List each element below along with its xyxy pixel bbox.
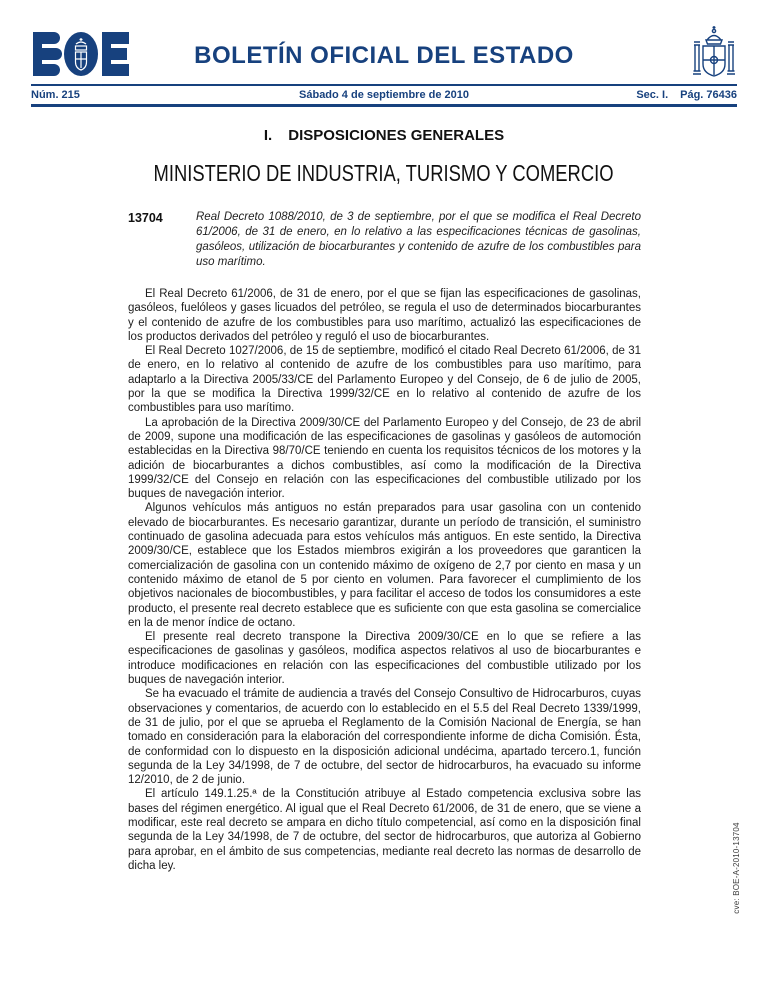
- paragraph: El artículo 149.1.25.ª de la Constitución atribuye al Estado competencia exclusiva sobre las bases del régimen energético. Al igual que el Real Decreto 61/2006, de 31 de enero, que se viene a modificar, este real decreto se ampara en dicho título competencial, así como en la disposición final segunda de la Ley 34/1998, de 7 de octubre, del sector de hidrocarburos, que autoriza al Gobierno para aprobar, en el ámbito de sus competencias, mediante real decreto las normas de desarrollo de dicha ley.: [128, 788, 641, 872]
- issue-date: Sábado 4 de septiembre de 2010: [299, 88, 469, 101]
- issue-number: Núm. 215: [31, 88, 80, 101]
- section-number: I.: [263, 127, 273, 144]
- section-heading: [0, 127, 768, 144]
- header-rule-bottom: [31, 104, 737, 107]
- paragraph: El Real Decreto 1027/2006, de 15 de septiembre, modificó el citado Real Decreto 61/2006, de 31 de enero, en lo relativo al contenido de azufre de los combustibles para uso marítimo, para adaptarlo a la Directiva 2005/33/CE del Parlamento Europeo y del Consejo, de 6 de julio de 2005, por la que se modifica la Directiva 1999/32/CE en lo relativo al contenido de azufre de los combustibles para uso marítimo.: [128, 345, 641, 415]
- masthead-title: BOLETÍN OFICIAL DEL ESTADO: [194, 42, 574, 69]
- paragraph: La aprobación de la Directiva 2009/30/CE del Parlamento Europeo y del Consejo, de 23 de abril de 2009, supone una modificación de las especificaciones de gasolinas y gasóleos de automoción establecidas en la Directiva 98/70/CE teniendo en cuenta los requisitos técnicos de los motores y la adición de biocarburantes a dichos combustibles, así como la modificación de la Directiva 1999/32/CE del Consejo en relación con las especificaciones del combustible utilizado por los buques de navegación interior.: [128, 416, 641, 501]
- section-title: DISPOSICIONES GENERALES: [288, 127, 505, 144]
- issue-meta-row: [31, 87, 737, 102]
- disposition-number: 13704: [128, 211, 163, 225]
- section-label: Sec. I.: [636, 88, 669, 101]
- cve-verification-code: cve: BOE-A-2010-13704: [732, 822, 741, 914]
- paragraph: Se ha evacuado el trámite de audiencia a través del Consejo Consultivo de Hidrocarburos, cuyas observaciones y comentarios, de acuerdo con lo establecido en el 5.5 del Real Decreto 1339/1999, de 31 de julio, por el que se aprueba el Reglamento de la Comisión Nacional de Energía, se han tomado en consideración para la elaboración del correspondiente informe de dicha Comisión. Ésta, de conformidad con lo dispuesto en la disposición adicional undécima, apartado tercero.1, función segunda de la Ley 34/1998, de 7 de octubre, del sector de hidrocarburos, ha evacuado su informe 12/2010, de 2 de junio.: [128, 688, 641, 787]
- ministry-heading: MINISTERIO DE INDUSTRIA, TURISMO Y COMERCIO: [153, 160, 615, 186]
- disposition-title: Real Decreto 1088/2010, de 3 de septiembre, por el que se modifica el Real Decreto 61/2006, de 31 de enero, en lo relativo a las especificaciones técnicas de gasolinas, gasóleos, utilización de biocarburantes y contenido de azufre de los combustibles para uso marítimo.: [196, 211, 641, 268]
- page-number: Pág. 76436: [680, 88, 737, 101]
- document-body: [128, 287, 641, 873]
- spain-coat-of-arms-icon: [690, 24, 738, 84]
- paragraph: El presente real decreto transpone la Directiva 2009/30/CE en lo que se refiere a las especificaciones de gasolinas y gasóleos, modifica aspectos relativos al uso de biocarburantes e introduce modificaciones en relación con las especificaciones del combustible utilizado por los buques de navegación interior.: [128, 631, 641, 687]
- paragraph: El Real Decreto 61/2006, de 31 de enero, por el que se fijan las especificaciones de gasolinas, gasóleos, fuelóleos y gases licuados del petróleo, se regula el uso de determinados biocarburantes y el contenido de azufre de los combustibles para uso marítimo, actualizó las especificaciones de los productos derivados del petróleo y reguló el uso de biocarburantes.: [128, 288, 641, 343]
- paragraph: Algunos vehículos más antiguos no están preparados para usar gasolina con un contenido elevado de biocarburantes. Es necesario garantizar, durante un período de transición, el suministro continuado de gasolina adecuada para estos vehículos más antiguos. En este sentido, la Directiva 2009/30/CE, establece que los Estados miembros exigirán a los proveedores que garanticen la comercialización de gasolina con un contenido máximo de oxígeno de 2,7 por ciento en masa y un contenido máximo de etanol de 5 por ciento en volumen. Para favorecer el cumplimiento de los objetivos nacionales de biocombustibles, y para facilitar el acceso de todos los consumidores a este producto, el presente real decreto establece que es suficiente con que esta gasolina se comercialice en la de menor índice de octano.: [128, 502, 641, 629]
- disposition-item-header: [128, 210, 641, 270]
- header-rule-top: [31, 84, 737, 86]
